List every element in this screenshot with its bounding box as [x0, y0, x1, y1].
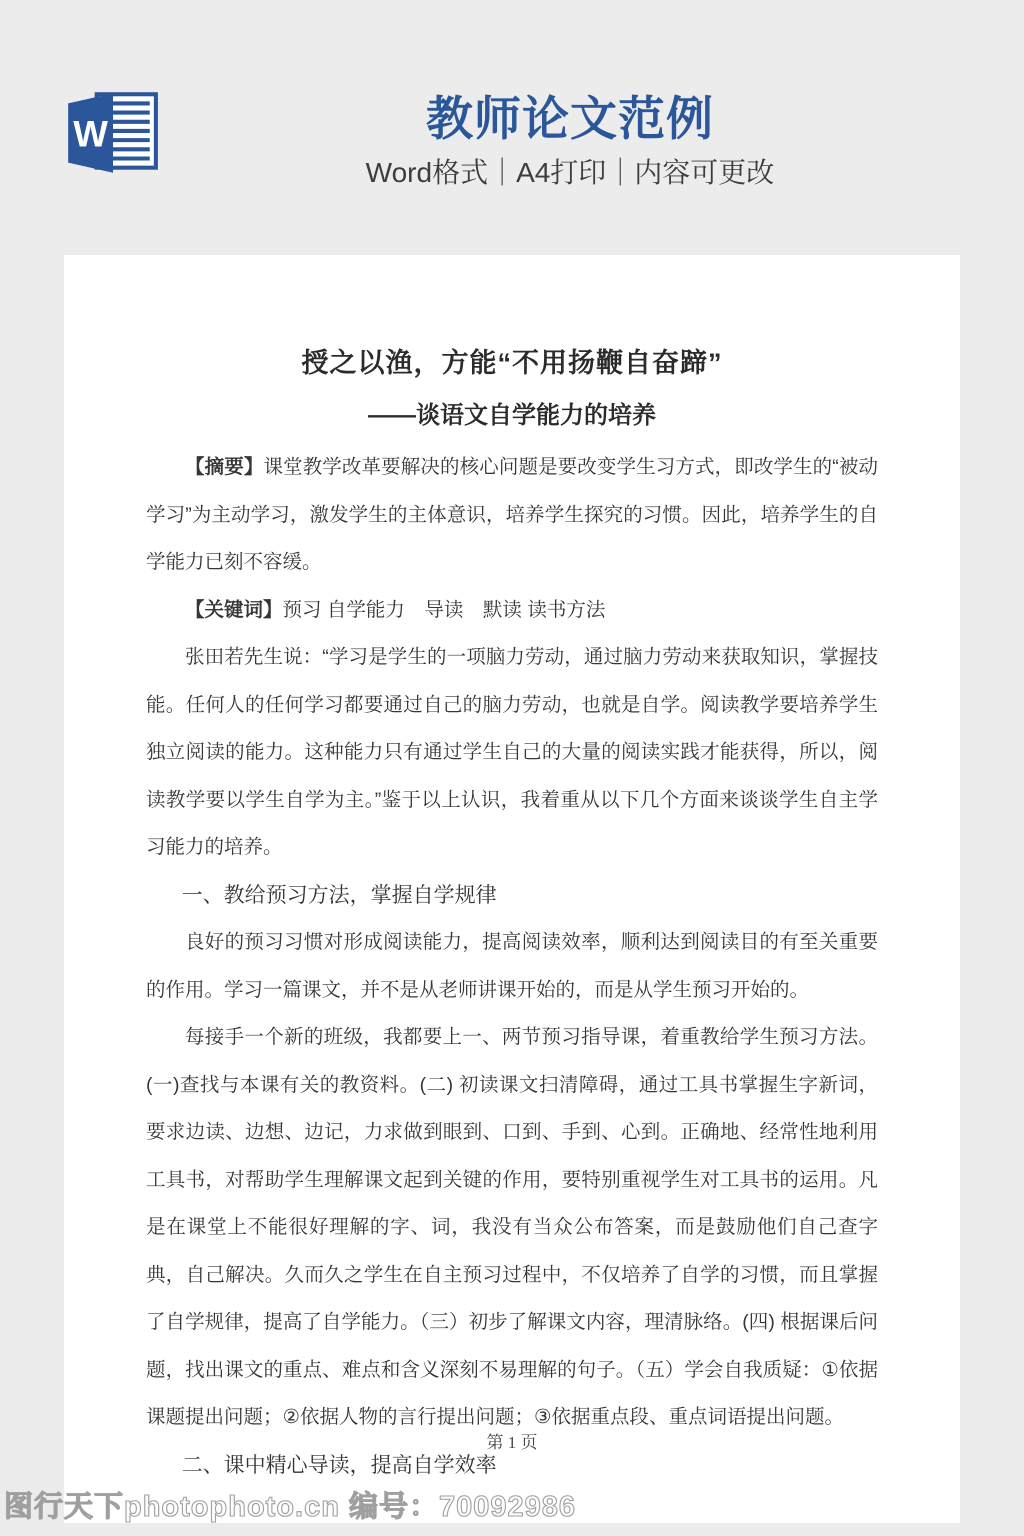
section-heading-1: 一、教给预习方法，掌握自学规律: [181, 883, 497, 907]
watermark: 图行天下photophoto.cn 编号：70092986: [4, 1491, 577, 1523]
keywords-paragraph: [146, 587, 878, 635]
template-subtitle: Word格式｜A4打印｜内容可更改: [365, 157, 775, 188]
document-page: [64, 255, 960, 1523]
preview-paragraph: 良好的预习习惯对形成阅读能力，提高阅读效率，顺利达到阅读目的有至关重要的作用。学习一篇课文，并不是从老师讲课开始的，而是从学生预习开始的。: [146, 931, 878, 1001]
header: [0, 0, 1024, 255]
abstract-paragraph: [146, 444, 878, 587]
word-icon-letter: W: [73, 113, 108, 155]
doc-title: 授之以渔，方能“不用扬鞭自奋蹄”: [301, 348, 723, 378]
template-title: 教师论文范例: [426, 92, 714, 145]
doc-subtitle: ——谈语文自学能力的培养: [368, 402, 656, 429]
abstract-label: 【摘要】: [185, 456, 264, 478]
keywords-text: 预习 自学能力 导读 默读 读书方法: [282, 598, 606, 621]
section-heading-2: 二、课中精心导读，提高自学效率: [181, 1453, 497, 1477]
keywords-label: 【关键词】: [185, 598, 283, 621]
methods-paragraph: 每接手一个新的班级，我都要上一、两节预习指导课，着重教给学生预习方法。(一)查找与本课有关的教资料。(二) 初读课文扫清障碍，通过工具书掌握生字新词，要求边读、边想、边记，力求做到眼到、口到、手到、心到。正确地、经常性地利用工具书，对帮助学生理解课文起到关键的作用，要特别重视学生对工具书的运用。凡是在课堂上不能很好理解的字、词，我没有当众公布答案，而是鼓励他们自己查字典，自己解决。久而久之学生在自主预习过程中，不仅培养了自学的习惯，而且掌握了自学规律，提高了自学能力。（三）初步了解课文内容，理清脉络。(四) 根据课后问题，找出课文的重点、难点和含义深刻不易理解的句子。（五）学会自我质疑：①依据课题提出问题；②依据人物的言行提出问题；③依据重点段、重点词语提出问题。: [146, 1026, 878, 1428]
header-text-block: [116, 92, 1024, 190]
quote-paragraph: 张田若先生说：“学习是学生的一项脑力劳动，通过脑力劳动来获取知识，掌握技能。任何人的任何学习都要通过自己的脑力劳动，也就是自学。阅读教学要培养学生独立阅读的能力。这种能力只有通过学生自己的大量的阅读实践才能获得，所以，阅读教学要以学生自学为主。”鉴于以上认识，我着重从以下几个方面来谈谈学生自主学习能力的培养。: [146, 646, 878, 858]
page-number: 第 1 页: [486, 1433, 538, 1452]
doc-body: [146, 444, 878, 1489]
abstract-text: 课堂教学改革要解决的核心问题是要改变学生习方式，即改学生的“被动学习”为主动学习，激发学生的主体意识，培养学生探究的习惯。因此，培养学生的自学能力已刻不容缓。: [146, 456, 878, 573]
